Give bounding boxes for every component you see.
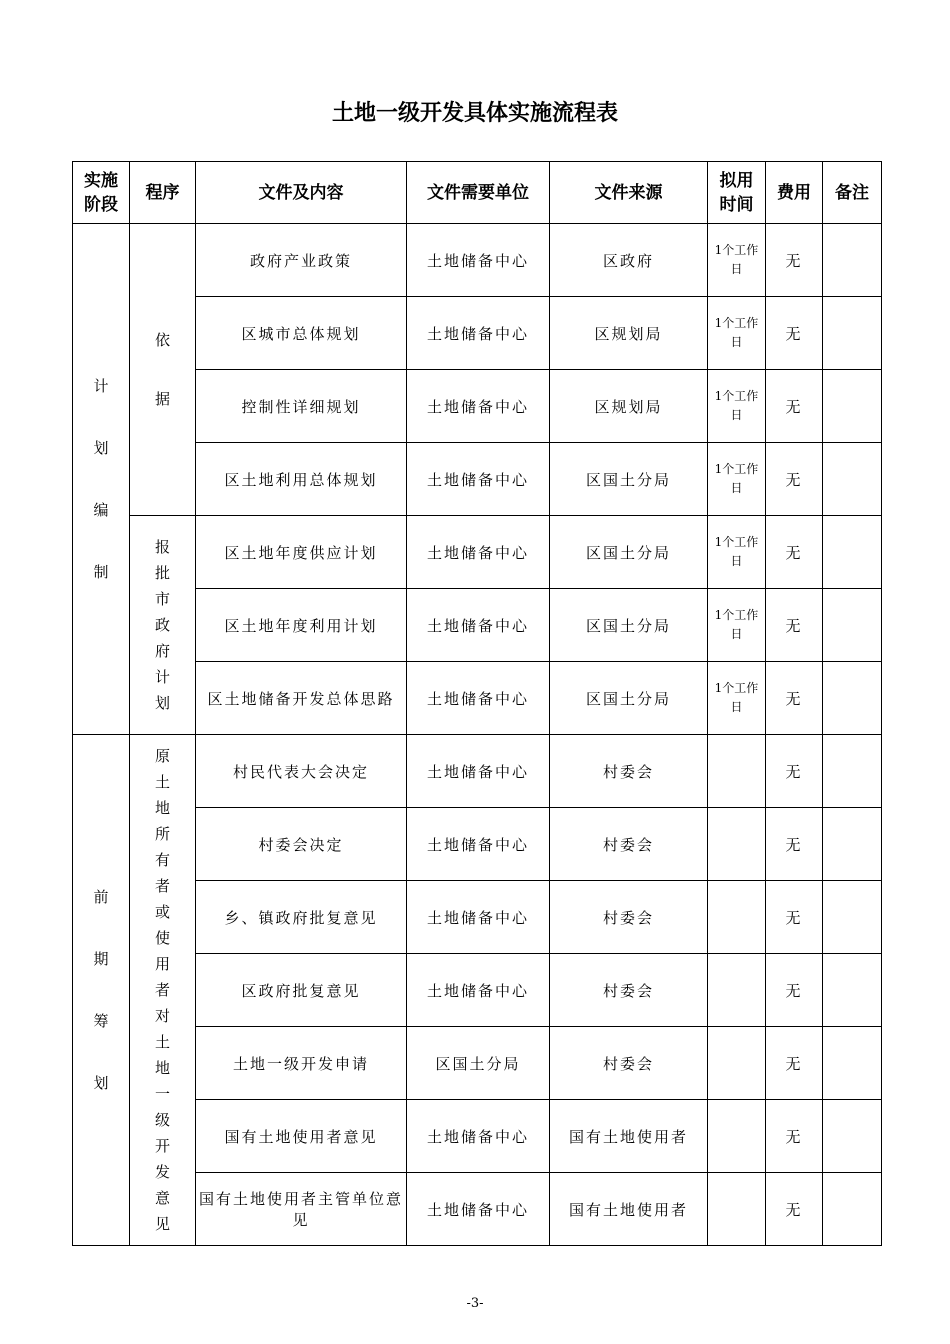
content-cell: 区土地年度利用计划 (196, 589, 407, 662)
unit-cell: 土地储备中心 (407, 662, 550, 735)
fee-cell: 无 (766, 808, 823, 881)
unit-cell: 土地储备中心 (407, 808, 550, 881)
source-cell: 村委会 (550, 1027, 708, 1100)
content-cell: 乡、镇政府批复意见 (196, 881, 407, 954)
flow-table (72, 161, 882, 1246)
note-cell (823, 1100, 882, 1173)
unit-cell: 土地储备中心 (407, 1100, 550, 1173)
note-cell (823, 224, 882, 297)
content-cell: 村委会决定 (196, 808, 407, 881)
time-cell (708, 808, 766, 881)
procedure-cell-approval: 报批市政府计划 (130, 516, 196, 735)
unit-cell: 区国土分局 (407, 1027, 550, 1100)
note-cell (823, 297, 882, 370)
fee-cell: 无 (766, 224, 823, 297)
unit-cell: 土地储备中心 (407, 443, 550, 516)
source-cell: 区规划局 (550, 370, 708, 443)
time-cell (708, 1173, 766, 1246)
note-cell (823, 370, 882, 443)
content-cell: 区政府批复意见 (196, 954, 407, 1027)
time-cell (708, 735, 766, 808)
time-cell: 1个工作日 (708, 224, 766, 297)
note-cell (823, 735, 882, 808)
time-cell: 1个工作日 (708, 297, 766, 370)
header-stage: 实施阶段 (73, 162, 130, 224)
fee-cell: 无 (766, 662, 823, 735)
content-cell: 土地一级开发申请 (196, 1027, 407, 1100)
source-cell: 区国土分局 (550, 589, 708, 662)
note-cell (823, 662, 882, 735)
unit-cell: 土地储备中心 (407, 516, 550, 589)
header-fee: 费用 (766, 162, 823, 224)
content-cell: 国有土地使用者主管单位意见 (196, 1173, 407, 1246)
note-cell (823, 516, 882, 589)
fee-cell: 无 (766, 370, 823, 443)
header-procedure: 程序 (130, 162, 196, 224)
source-cell: 村委会 (550, 881, 708, 954)
fee-cell: 无 (766, 589, 823, 662)
source-cell: 村委会 (550, 954, 708, 1027)
header-source: 文件来源 (550, 162, 708, 224)
time-cell (708, 1027, 766, 1100)
note-cell (823, 881, 882, 954)
time-cell (708, 881, 766, 954)
fee-cell: 无 (766, 735, 823, 808)
source-cell: 村委会 (550, 735, 708, 808)
source-cell: 国有土地使用者 (550, 1100, 708, 1173)
unit-cell: 土地储备中心 (407, 297, 550, 370)
time-cell: 1个工作日 (708, 443, 766, 516)
fee-cell: 无 (766, 954, 823, 1027)
source-cell: 区国土分局 (550, 662, 708, 735)
time-cell (708, 954, 766, 1027)
content-cell: 村民代表大会决定 (196, 735, 407, 808)
header-time: 拟用时间 (708, 162, 766, 224)
unit-cell: 土地储备中心 (407, 735, 550, 808)
table-row (73, 735, 882, 808)
unit-cell: 土地储备中心 (407, 589, 550, 662)
source-cell: 区国土分局 (550, 443, 708, 516)
source-cell: 区政府 (550, 224, 708, 297)
time-cell: 1个工作日 (708, 516, 766, 589)
source-cell: 区规划局 (550, 297, 708, 370)
fee-cell: 无 (766, 881, 823, 954)
procedure-cell-basis: 依据 (130, 224, 196, 516)
content-cell: 区土地利用总体规划 (196, 443, 407, 516)
header-content: 文件及内容 (196, 162, 407, 224)
time-cell: 1个工作日 (708, 589, 766, 662)
stage-cell-plan: 计划编制 (73, 224, 130, 735)
content-cell: 区城市总体规划 (196, 297, 407, 370)
fee-cell: 无 (766, 297, 823, 370)
page-title: 土地一级开发具体实施流程表 (331, 101, 618, 126)
unit-cell: 土地储备中心 (407, 1173, 550, 1246)
content-cell: 国有土地使用者意见 (196, 1100, 407, 1173)
stage-cell-preparation: 前期筹划 (73, 735, 130, 1246)
time-cell: 1个工作日 (708, 662, 766, 735)
procedure-cell-opinion: 原土地所有者或使用者对土地一级开发意见 (130, 735, 196, 1246)
source-cell: 区国土分局 (550, 516, 708, 589)
unit-cell: 土地储备中心 (407, 954, 550, 1027)
content-cell: 控制性详细规划 (196, 370, 407, 443)
header-unit: 文件需要单位 (407, 162, 550, 224)
content-cell: 政府产业政策 (196, 224, 407, 297)
unit-cell: 土地储备中心 (407, 881, 550, 954)
time-cell: 1个工作日 (708, 370, 766, 443)
note-cell (823, 1027, 882, 1100)
fee-cell: 无 (766, 1100, 823, 1173)
fee-cell: 无 (766, 1173, 823, 1246)
fee-cell: 无 (766, 1027, 823, 1100)
fee-cell: 无 (766, 516, 823, 589)
source-cell: 国有土地使用者 (550, 1173, 708, 1246)
unit-cell: 土地储备中心 (407, 370, 550, 443)
fee-cell: 无 (766, 443, 823, 516)
table-row (73, 224, 882, 297)
header-note: 备注 (823, 162, 882, 224)
table-row (73, 516, 882, 589)
note-cell (823, 443, 882, 516)
source-cell: 村委会 (550, 808, 708, 881)
note-cell (823, 1173, 882, 1246)
content-cell: 区土地年度供应计划 (196, 516, 407, 589)
content-cell: 区土地储备开发总体思路 (196, 662, 407, 735)
note-cell (823, 589, 882, 662)
note-cell (823, 808, 882, 881)
table-header-row (73, 162, 882, 224)
time-cell (708, 1100, 766, 1173)
page-number: -3- (466, 1296, 484, 1311)
unit-cell: 土地储备中心 (407, 224, 550, 297)
note-cell (823, 954, 882, 1027)
